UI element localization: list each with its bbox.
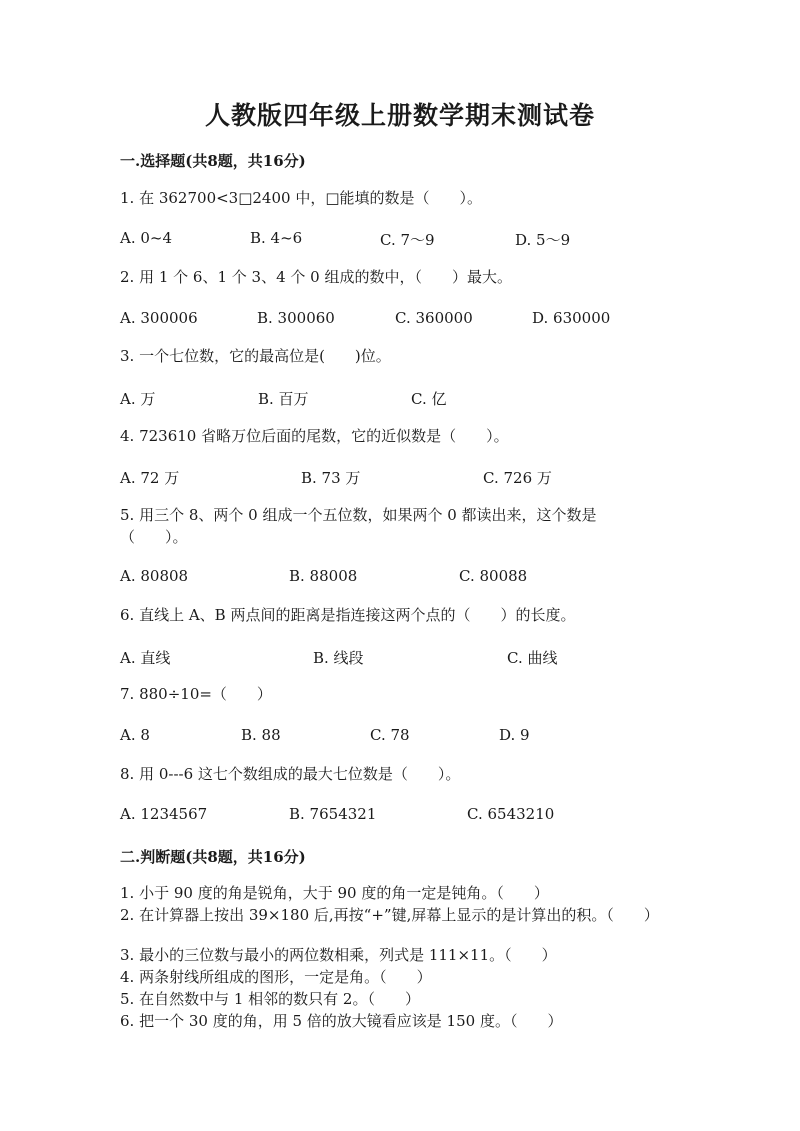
page-title: 人教版四年级上册数学期末测试卷 bbox=[204, 101, 595, 130]
question-6: 6. 直线上 A、B 两点间的距离是指连接这两个点的（ ）的长度。 bbox=[120, 606, 576, 624]
option-4-a: A. 72 万 bbox=[120, 469, 180, 487]
option-3-a: A. 万 bbox=[120, 390, 156, 408]
question-3: 3. 一个七位数，它的最高位是( )位。 bbox=[120, 347, 391, 365]
option-1-b: B. 4~6 bbox=[250, 229, 303, 247]
option-2-a: A. 300006 bbox=[120, 309, 198, 327]
option-3-c: C. 亿 bbox=[411, 390, 447, 408]
option-2-b: B. 300060 bbox=[257, 309, 335, 327]
tf-item-4: 4. 两条射线所组成的图形，一定是角。（ ） bbox=[120, 968, 432, 986]
option-7-b: B. 88 bbox=[241, 726, 281, 744]
option-2-d: D. 630000 bbox=[532, 309, 611, 327]
question-8: 8. 用 0---6 这七个数组成的最大七位数是（ ）。 bbox=[120, 765, 461, 783]
option-7-d: D. 9 bbox=[499, 726, 530, 744]
option-8-c: C. 6543210 bbox=[467, 805, 555, 823]
option-6-a: A. 直线 bbox=[120, 649, 171, 667]
question-1: 1. 在 362700<3□2400 中，□能填的数是（ ）。 bbox=[120, 189, 483, 207]
tf-item-2: 2. 在计算器上按出 39×180 后,再按“+”键,屏幕上显示的是计算出的积。（ ） bbox=[120, 906, 659, 924]
option-1-d: D. 5～9 bbox=[515, 231, 571, 249]
option-7-a: A. 8 bbox=[120, 726, 150, 744]
option-6-c: C. 曲线 bbox=[507, 649, 558, 667]
tf-item-6: 6. 把一个 30 度的角，用 5 倍的放大镜看应该是 150 度。（ ） bbox=[120, 1012, 563, 1030]
tf-item-5: 5. 在自然数中与 1 相邻的数只有 2。（ ） bbox=[120, 990, 420, 1008]
question-4: 4. 723610 省略万位后面的尾数，它的近似数是（ ）。 bbox=[120, 427, 509, 445]
option-8-b: B. 7654321 bbox=[289, 805, 377, 823]
option-6-b: B. 线段 bbox=[313, 649, 364, 667]
option-7-c: C. 78 bbox=[370, 726, 410, 744]
tf-item-1: 1. 小于 90 度的角是锐角，大于 90 度的角一定是钝角。（ ） bbox=[120, 884, 549, 902]
option-5-c: C. 80088 bbox=[459, 567, 528, 585]
question-2: 2. 用 1 个 6、1 个 3、4 个 0 组成的数中，（ ）最大。 bbox=[120, 268, 512, 286]
option-1-c: C. 7～9 bbox=[380, 231, 435, 249]
question-5: 5. 用三个 8、两个 0 组成一个五位数，如果两个 0 都读出来，这个数是（ ）。 bbox=[120, 506, 597, 546]
option-4-c: C. 726 万 bbox=[483, 469, 552, 487]
question-7: 7. 880÷10=（ ） bbox=[120, 685, 272, 703]
option-4-b: B. 73 万 bbox=[301, 469, 361, 487]
option-2-c: C. 360000 bbox=[395, 309, 473, 327]
tf-item-3: 3. 最小的三位数与最小的两位数相乘，列式是 111×11。（ ） bbox=[120, 946, 557, 964]
option-3-b: B. 百万 bbox=[258, 390, 309, 408]
option-5-a: A. 80808 bbox=[120, 567, 189, 585]
section-heading-true-false: 二.判断题(共8题，共16分) bbox=[120, 848, 306, 866]
option-1-a: A. 0~4 bbox=[120, 229, 173, 247]
option-8-a: A. 1234567 bbox=[120, 805, 208, 823]
option-5-b: B. 88008 bbox=[289, 567, 358, 585]
section-heading-choice: 一.选择题(共8题，共16分) bbox=[120, 152, 306, 170]
